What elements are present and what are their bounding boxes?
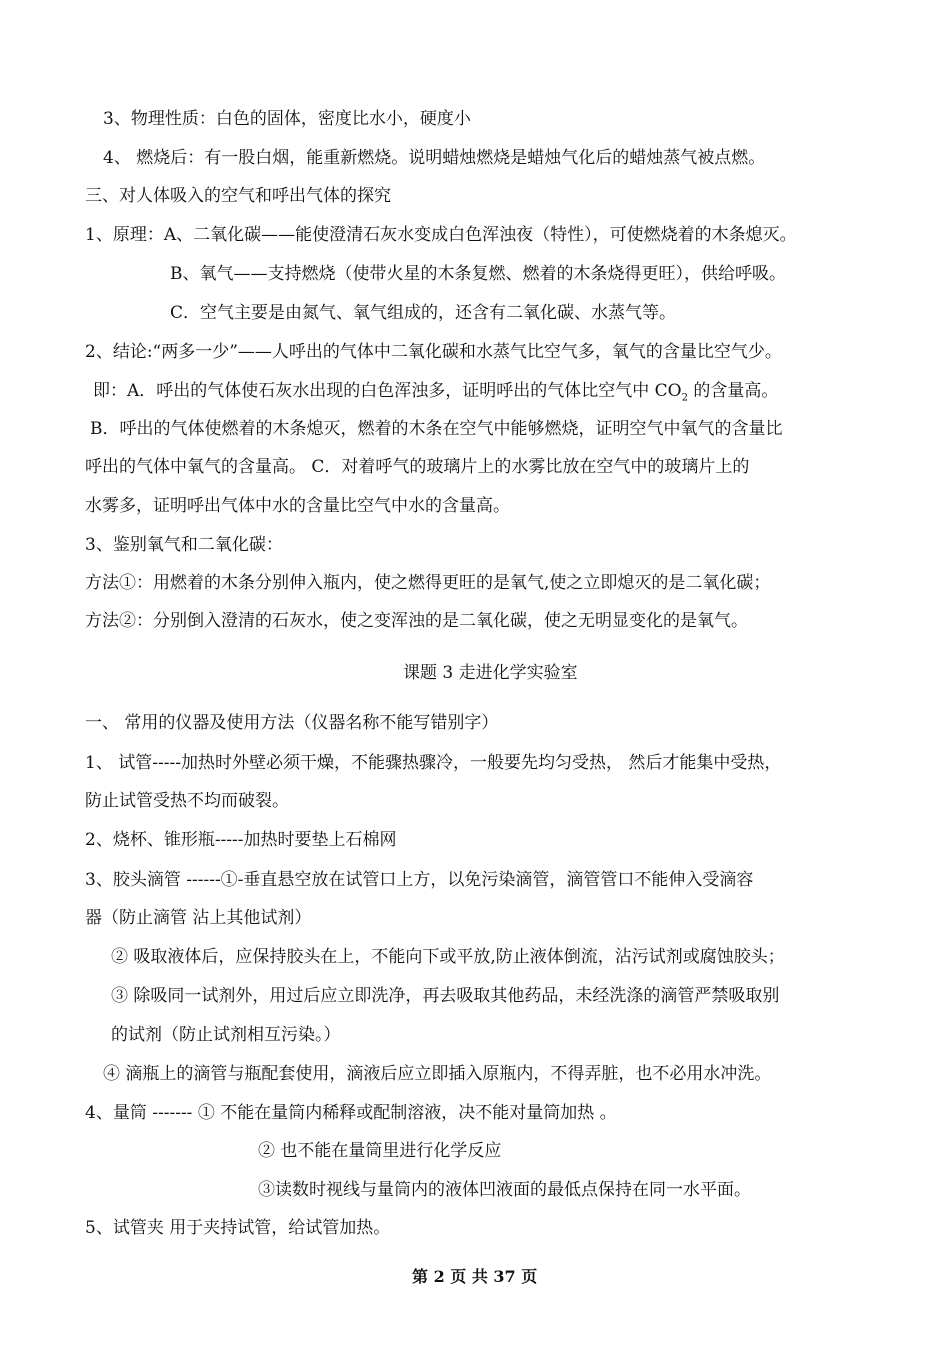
text-line: 方法②：分别倒入澄清的石灰水，使之变浑浊的是二氧化碳，使之无明显变化的是氧气。 — [85, 611, 748, 631]
subscript: 2 — [681, 392, 688, 404]
text-line: ③读数时视线与量筒内的液体凹液面的最低点保持在同一水平面。 — [258, 1180, 751, 1200]
text-line: 1、原理：A、二氧化碳——能使澄清石灰水变成白色浑浊夜（特性），可使燃烧着的木条熄灭。 — [85, 225, 797, 245]
text-line: 器（防止滴管 沾上其他试剂） — [85, 908, 312, 928]
text-line: 1、 试管-----加热时外壁必须干燥，不能骤热骤冷，一般要先均匀受热， 然后才能集中受热， — [85, 753, 782, 773]
text-line: ② 吸取液体后，应保持胶头在上，不能向下或平放,防止液体倒流，沾污试剂或腐蚀胶头； — [111, 947, 785, 967]
text-line: 呼出的气体中氧气的含量高。 C．对着呼气的玻璃片上的水雾比放在空气中的玻璃片上的 — [85, 457, 750, 477]
text-line: ③ 除吸同一试剂外，用过后应立即洗净，再去吸取其他药品，未经洗涤的滴管严禁吸取别 — [111, 986, 780, 1006]
text-line: 4、 燃烧后：有一股白烟，能重新燃烧。说明蜡烛燃烧是蜡烛气化后的蜡烛蒸气被点燃。 — [103, 148, 766, 168]
text-line: 的试剂（防止试剂相互污染。） — [111, 1025, 341, 1045]
text-line: B、氧气——支持燃烧（使带火星的木条复燃、燃着的木条烧得更旺），供给呼吸。 — [170, 264, 786, 284]
text-segment: 的含量高。 — [688, 381, 779, 401]
section-heading: 一、 常用的仪器及使用方法（仪器名称不能写错别字） — [85, 713, 499, 733]
text-line: B．呼出的气体使燃着的木条熄灭，燃着的木条在空气中能够燃烧，证明空气中氧气的含量比 — [90, 419, 783, 439]
text-segment: 即：A．呼出的气体使石灰水出现的白色浑浊多，证明呼出的气体比空气中 CO — [93, 381, 682, 401]
text-line: 2、结论:“两多一少”——人呼出的气体中二氧化碳和水蒸气比空气多，氧气的含量比空气少。 — [85, 342, 782, 362]
text-line: 水雾多，证明呼出气体中水的含量比空气中水的含量高。 — [85, 496, 510, 516]
text-line: 5、试管夹 用于夹持试管，给试管加热。 — [85, 1218, 391, 1238]
text-line: C．空气主要是由氮气、氧气组成的，还含有二氧化碳、水蒸气等。 — [170, 303, 677, 323]
text-line: ④ 滴瓶上的滴管与瓶配套使用，滴液后应立即插入原瓶内，不得弄脏，也不必用水冲洗。 — [103, 1064, 772, 1084]
section-heading: 三、对人体吸入的空气和呼出气体的探究 — [85, 186, 391, 206]
text-line: 2、烧杯、锥形瓶-----加热时要垫上石棉网 — [85, 830, 397, 850]
text-line: ② 也不能在量筒里进行化学反应 — [258, 1141, 502, 1161]
text-line: 4、量筒 ------- ① 不能在量筒内稀释或配制溶液，决不能对量筒加热 。 — [85, 1103, 617, 1123]
text-line: 3、胶头滴管 ------①-垂直悬空放在试管口上方，以免污染滴管，滴管管口不能伸入受滴容 — [85, 870, 754, 890]
lesson-title: 课题 3 走进化学实验室 — [403, 663, 578, 683]
text-line: 防止试管受热不均而破裂。 — [85, 791, 289, 811]
text-line: 3、物理性质：白色的固体，密度比水小，硬度小 — [103, 109, 471, 129]
page-footer: 第 2 页 共 37 页 — [412, 1267, 538, 1286]
text-line: 方法①：用燃着的木条分别伸入瓶内，使之燃得更旺的是氧气,使之立即熄灭的是二氧化碳； — [85, 573, 771, 593]
text-line: 3、鉴别氧气和二氧化碳： — [85, 535, 283, 555]
text-line — [93, 380, 778, 402]
